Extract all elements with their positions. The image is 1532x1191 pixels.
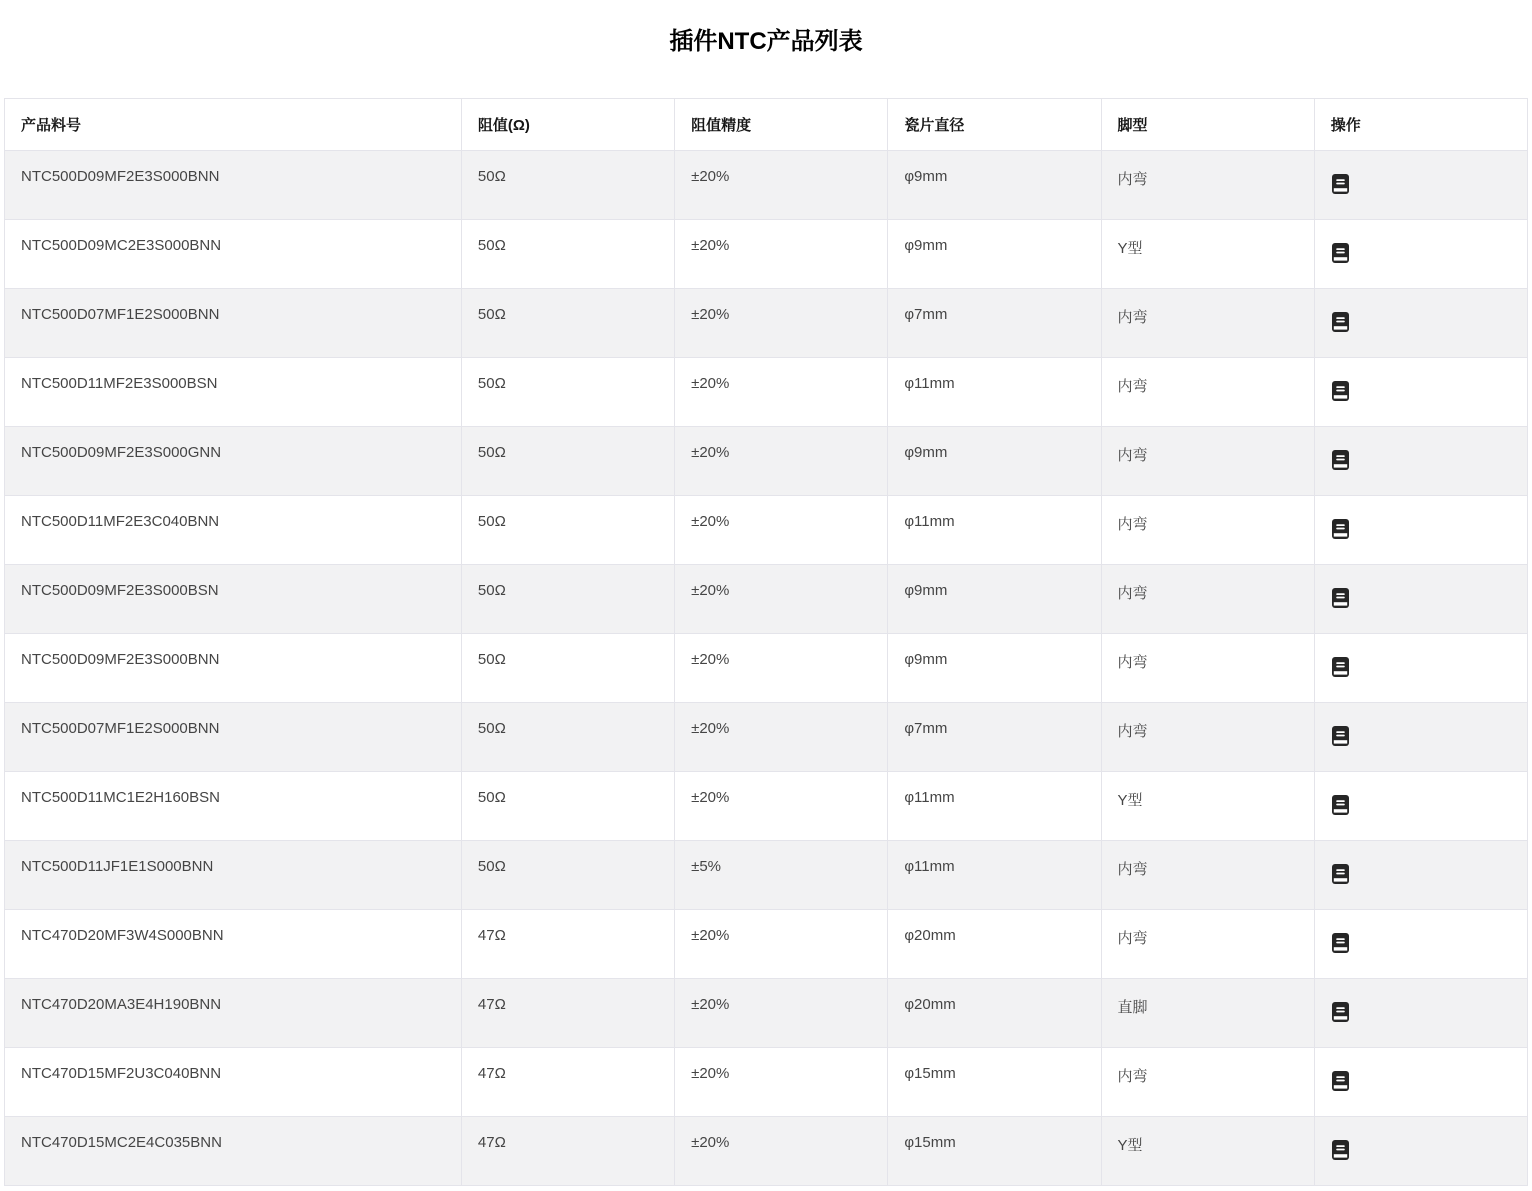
diameter-cell: φ9mm [888, 427, 1101, 496]
lead-type-cell: 内弯 [1101, 703, 1314, 772]
part-number-cell: NTC500D07MF1E2S000BNN [5, 289, 462, 358]
resistance-cell: 47Ω [461, 1117, 674, 1186]
book-icon [1332, 174, 1349, 194]
part-number-cell: NTC470D20MF3W4S000BNN [5, 910, 462, 979]
table-row [5, 772, 1528, 841]
datasheet-button[interactable] [1332, 450, 1349, 470]
diameter-cell: φ11mm [888, 496, 1101, 565]
datasheet-button[interactable] [1332, 588, 1349, 608]
tolerance-cell: ±20% [675, 358, 888, 427]
book-icon [1332, 243, 1349, 263]
part-number-cell: NTC470D15MF2U3C040BNN [5, 1048, 462, 1117]
resistance-cell: 50Ω [461, 289, 674, 358]
lead-type-cell: 内弯 [1101, 910, 1314, 979]
lead-type-cell: 内弯 [1101, 634, 1314, 703]
part-number-cell: NTC500D09MC2E3S000BNN [5, 220, 462, 289]
diameter-cell: φ20mm [888, 910, 1101, 979]
book-icon [1332, 312, 1349, 332]
book-icon [1332, 519, 1349, 539]
action-cell [1314, 1048, 1527, 1117]
resistance-cell: 50Ω [461, 703, 674, 772]
tolerance-cell: ±20% [675, 565, 888, 634]
lead-type-cell: 内弯 [1101, 427, 1314, 496]
action-cell [1314, 910, 1527, 979]
part-number-cell: NTC500D11MF2E3C040BNN [5, 496, 462, 565]
part-number-cell: NTC500D09MF2E3S000GNN [5, 427, 462, 496]
product-table [4, 98, 1528, 1186]
datasheet-button[interactable] [1332, 657, 1349, 677]
table-header-row [5, 99, 1528, 151]
datasheet-button[interactable] [1332, 381, 1349, 401]
tolerance-cell: ±20% [675, 289, 888, 358]
action-cell [1314, 1117, 1527, 1186]
table-body [5, 151, 1528, 1186]
action-cell [1314, 634, 1527, 703]
lead-type-cell: Y型 [1101, 772, 1314, 841]
book-icon [1332, 726, 1349, 746]
part-number-cell: NTC470D15MC2E4C035BNN [5, 1117, 462, 1186]
book-icon [1332, 864, 1349, 884]
resistance-cell: 50Ω [461, 772, 674, 841]
diameter-cell: φ9mm [888, 151, 1101, 220]
action-cell [1314, 841, 1527, 910]
table-row [5, 289, 1528, 358]
table-row [5, 220, 1528, 289]
part-number-cell: NTC500D09MF2E3S000BNN [5, 151, 462, 220]
lead-type-cell: 内弯 [1101, 289, 1314, 358]
diameter-cell: φ9mm [888, 565, 1101, 634]
resistance-cell: 50Ω [461, 496, 674, 565]
resistance-cell: 50Ω [461, 565, 674, 634]
diameter-cell: φ11mm [888, 772, 1101, 841]
resistance-cell: 50Ω [461, 220, 674, 289]
diameter-cell: φ7mm [888, 289, 1101, 358]
header-tolerance: 阻值精度 [675, 99, 888, 151]
table-header [5, 99, 1528, 151]
resistance-cell: 50Ω [461, 151, 674, 220]
part-number-cell: NTC500D11MF2E3S000BSN [5, 358, 462, 427]
diameter-cell: φ15mm [888, 1048, 1101, 1117]
part-number-cell: NTC500D11MC1E2H160BSN [5, 772, 462, 841]
header-part-number: 产品料号 [5, 99, 462, 151]
datasheet-button[interactable] [1332, 933, 1349, 953]
diameter-cell: φ20mm [888, 979, 1101, 1048]
table-row [5, 634, 1528, 703]
resistance-cell: 47Ω [461, 979, 674, 1048]
diameter-cell: φ7mm [888, 703, 1101, 772]
datasheet-button[interactable] [1332, 864, 1349, 884]
diameter-cell: φ11mm [888, 358, 1101, 427]
tolerance-cell: ±20% [675, 151, 888, 220]
table-row [5, 910, 1528, 979]
table-row [5, 496, 1528, 565]
tolerance-cell: ±5% [675, 841, 888, 910]
tolerance-cell: ±20% [675, 1117, 888, 1186]
tolerance-cell: ±20% [675, 220, 888, 289]
book-icon [1332, 1002, 1349, 1022]
datasheet-button[interactable] [1332, 519, 1349, 539]
diameter-cell: φ11mm [888, 841, 1101, 910]
action-cell [1314, 772, 1527, 841]
table-row [5, 1048, 1528, 1117]
resistance-cell: 50Ω [461, 841, 674, 910]
table-row [5, 703, 1528, 772]
datasheet-button[interactable] [1332, 312, 1349, 332]
book-icon [1332, 933, 1349, 953]
diameter-cell: φ9mm [888, 220, 1101, 289]
diameter-cell: φ15mm [888, 1117, 1101, 1186]
header-diameter: 瓷片直径 [888, 99, 1101, 151]
action-cell [1314, 358, 1527, 427]
datasheet-button[interactable] [1332, 1140, 1349, 1160]
table-row [5, 1117, 1528, 1186]
header-lead-type: 脚型 [1101, 99, 1314, 151]
tolerance-cell: ±20% [675, 979, 888, 1048]
table-row [5, 979, 1528, 1048]
action-cell [1314, 979, 1527, 1048]
datasheet-button[interactable] [1332, 795, 1349, 815]
action-cell [1314, 565, 1527, 634]
diameter-cell: φ9mm [888, 634, 1101, 703]
tolerance-cell: ±20% [675, 634, 888, 703]
lead-type-cell: 内弯 [1101, 151, 1314, 220]
part-number-cell: NTC470D20MA3E4H190BNN [5, 979, 462, 1048]
action-cell [1314, 151, 1527, 220]
tolerance-cell: ±20% [675, 910, 888, 979]
book-icon [1332, 1071, 1349, 1091]
datasheet-button[interactable] [1332, 726, 1349, 746]
lead-type-cell: 直脚 [1101, 979, 1314, 1048]
book-icon [1332, 1140, 1349, 1160]
lead-type-cell: 内弯 [1101, 358, 1314, 427]
book-icon [1332, 657, 1349, 677]
resistance-cell: 50Ω [461, 358, 674, 427]
book-icon [1332, 588, 1349, 608]
action-cell [1314, 703, 1527, 772]
datasheet-button[interactable] [1332, 1002, 1349, 1022]
book-icon [1332, 450, 1349, 470]
part-number-cell: NTC500D09MF2E3S000BNN [5, 634, 462, 703]
action-cell [1314, 427, 1527, 496]
lead-type-cell: Y型 [1101, 1117, 1314, 1186]
book-icon [1332, 381, 1349, 401]
header-resistance: 阻值(Ω) [461, 99, 674, 151]
resistance-cell: 47Ω [461, 1048, 674, 1117]
tolerance-cell: ±20% [675, 703, 888, 772]
lead-type-cell: 内弯 [1101, 565, 1314, 634]
header-actions: 操作 [1314, 99, 1527, 151]
table-row [5, 151, 1528, 220]
tolerance-cell: ±20% [675, 772, 888, 841]
part-number-cell: NTC500D11JF1E1S000BNN [5, 841, 462, 910]
page-title: 插件NTC产品列表 [669, 28, 863, 55]
lead-type-cell: 内弯 [1101, 841, 1314, 910]
tolerance-cell: ±20% [675, 496, 888, 565]
lead-type-cell: 内弯 [1101, 1048, 1314, 1117]
resistance-cell: 50Ω [461, 427, 674, 496]
action-cell [1314, 220, 1527, 289]
table-row [5, 565, 1528, 634]
book-icon [1332, 795, 1349, 815]
action-cell [1314, 289, 1527, 358]
part-number-cell: NTC500D07MF1E2S000BNN [5, 703, 462, 772]
datasheet-button[interactable] [1332, 1071, 1349, 1091]
ntc-product-list-page [0, 28, 1532, 1186]
lead-type-cell: Y型 [1101, 220, 1314, 289]
datasheet-button[interactable] [1332, 243, 1349, 263]
resistance-cell: 47Ω [461, 910, 674, 979]
table-row [5, 358, 1528, 427]
part-number-cell: NTC500D09MF2E3S000BSN [5, 565, 462, 634]
resistance-cell: 50Ω [461, 634, 674, 703]
action-cell [1314, 496, 1527, 565]
tolerance-cell: ±20% [675, 427, 888, 496]
datasheet-button[interactable] [1332, 174, 1349, 194]
lead-type-cell: 内弯 [1101, 496, 1314, 565]
table-row [5, 841, 1528, 910]
tolerance-cell: ±20% [675, 1048, 888, 1117]
table-row [5, 427, 1528, 496]
